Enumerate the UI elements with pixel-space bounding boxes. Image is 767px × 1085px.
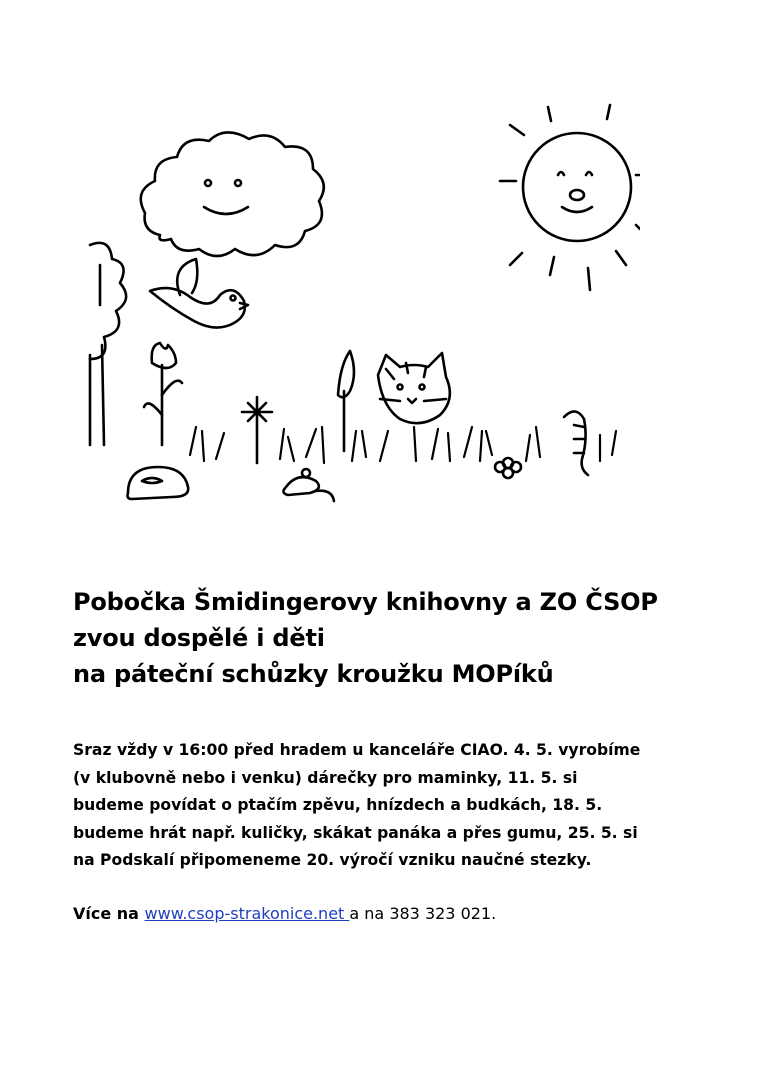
heading-line-2: zvou dospělé i děti [73,624,325,652]
website-link[interactable]: www.csop-strakonice.net [144,904,350,923]
bird-drawing [150,259,248,328]
small-flower-drawing [495,458,521,478]
paragraph-line-4: budeme hrát např. kuličky, skákat panáka a přes gumu, 25. 5. si [73,823,638,842]
sun-drawing [500,105,640,290]
more-prefix: Více na [73,904,145,923]
cat-drawing [378,353,450,423]
star-flower-drawing [242,397,272,463]
contact-line [73,900,733,927]
paragraph-line-2: (v klubovně nebo i venku) dárečky pro maminky, 11. 5. si [73,768,578,787]
schedule-paragraph [73,737,733,875]
grass-drawing [190,427,616,463]
tulip-drawing [144,343,182,445]
phone-text: a na 383 323 021. [349,904,497,923]
tree-drawing [90,243,126,445]
paragraph-line-1: Sraz vždy v 16:00 před hradem u kanceláře CIAO. 4. 5. vyrobíme [73,741,641,759]
leaf-drawing [338,351,354,451]
worm-drawing [564,411,588,475]
hand-drawn-illustration [80,95,640,515]
heading-line-1: Pobočka Šmidingerovy knihovny a ZO ČSOP [73,588,658,616]
paragraph-line-5: na Podskalí připomeneme 20. výročí vzniku naučné stezky. [73,851,592,869]
paragraph-line-3: budeme povídat o ptačím zpěvu, hnízdech a budkách, 18. 5. [73,796,603,814]
heading-line-3: na páteční schůzky kroužku MOPíků [73,660,554,688]
cloud-drawing [141,132,324,256]
invitation-heading [73,584,733,692]
mouse-drawing [283,469,334,501]
stone-drawing [128,467,189,499]
